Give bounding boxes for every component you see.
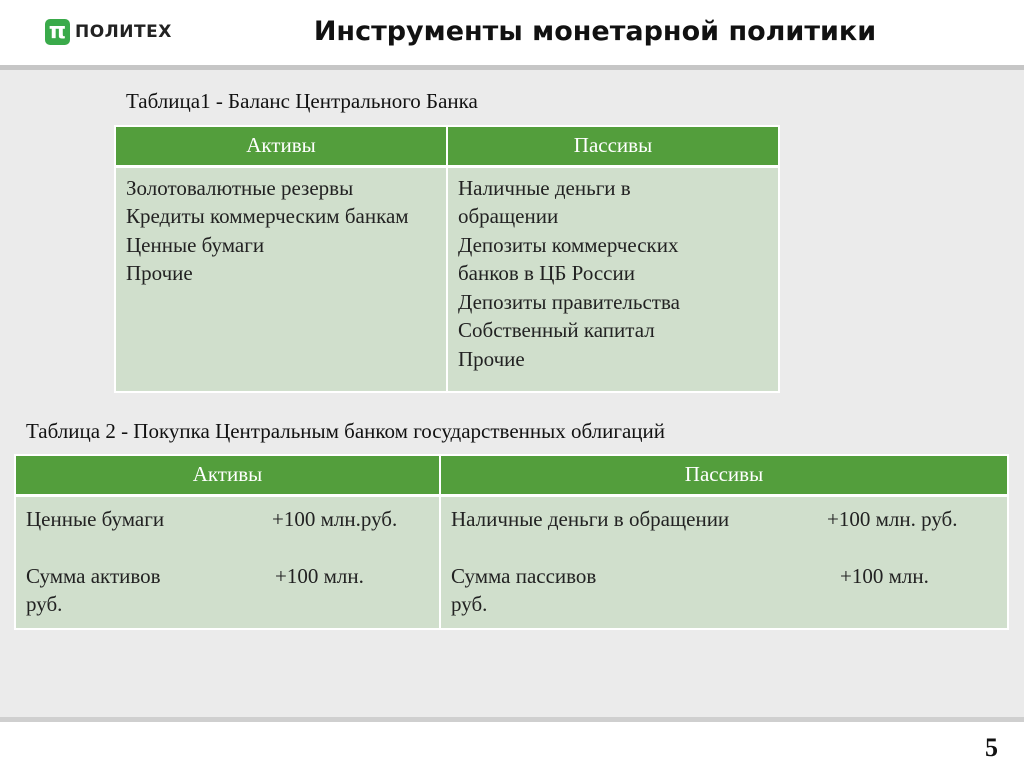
list-item: Депозиты коммерческих банков в ЦБ России (458, 232, 679, 285)
table2 (14, 454, 1009, 630)
table2-header-liabilities: Пассивы (440, 455, 1008, 495)
list-item: Кредиты коммерческим банкам (126, 204, 409, 228)
assets-sum-label: Сумма активов (26, 563, 161, 588)
liabilities-sum-label: Сумма пассивов (451, 563, 597, 588)
list-item: Депозиты правительства (458, 289, 680, 314)
assets-sum-value: +100 млн. (275, 563, 364, 588)
table2-liabilities-cell (440, 495, 1008, 629)
table1-header-assets: Активы (115, 126, 447, 166)
table1-assets-cell (115, 166, 447, 392)
table2-caption: Таблица 2 - Покупка Центральным банком государственных облигаций (26, 419, 666, 443)
divider-bottom (0, 717, 1024, 722)
logo (45, 19, 172, 45)
slide-title: Инструменты монетарной политики (313, 16, 877, 47)
table2-header-assets: Активы (15, 455, 440, 495)
list-item: Золотовалютные резервы (126, 175, 354, 200)
liabilities-item-value: +100 млн. руб. (827, 506, 958, 531)
table2-assets-cell (15, 495, 440, 629)
list-item: Прочие (126, 261, 193, 285)
assets-item: Ценные бумаги (26, 506, 165, 531)
list-item: Ценные бумаги (126, 232, 265, 257)
table1-liabilities-cell (447, 166, 779, 392)
liabilities-sum-value: +100 млн. (840, 563, 929, 588)
logo-pi-icon: π (45, 19, 70, 45)
logo-text: ПОЛИТЕХ (75, 22, 172, 42)
assets-sum-unit: руб. (26, 591, 63, 616)
list-item: Наличные деньги в обращении (458, 175, 631, 228)
list-item: Собственный капитал (458, 318, 655, 342)
liabilities-item: Наличные деньги в обращении (451, 506, 730, 531)
list-item: Прочие (458, 346, 525, 371)
page-number: 5 (985, 733, 998, 762)
table1-header-liabilities: Пассивы (447, 126, 779, 166)
table1 (114, 125, 780, 393)
table1-caption: Таблица1 - Баланс Центрального Банка (126, 89, 478, 113)
liabilities-sum-unit: руб. (451, 591, 488, 616)
assets-item-value: +100 млн.руб. (272, 506, 398, 531)
